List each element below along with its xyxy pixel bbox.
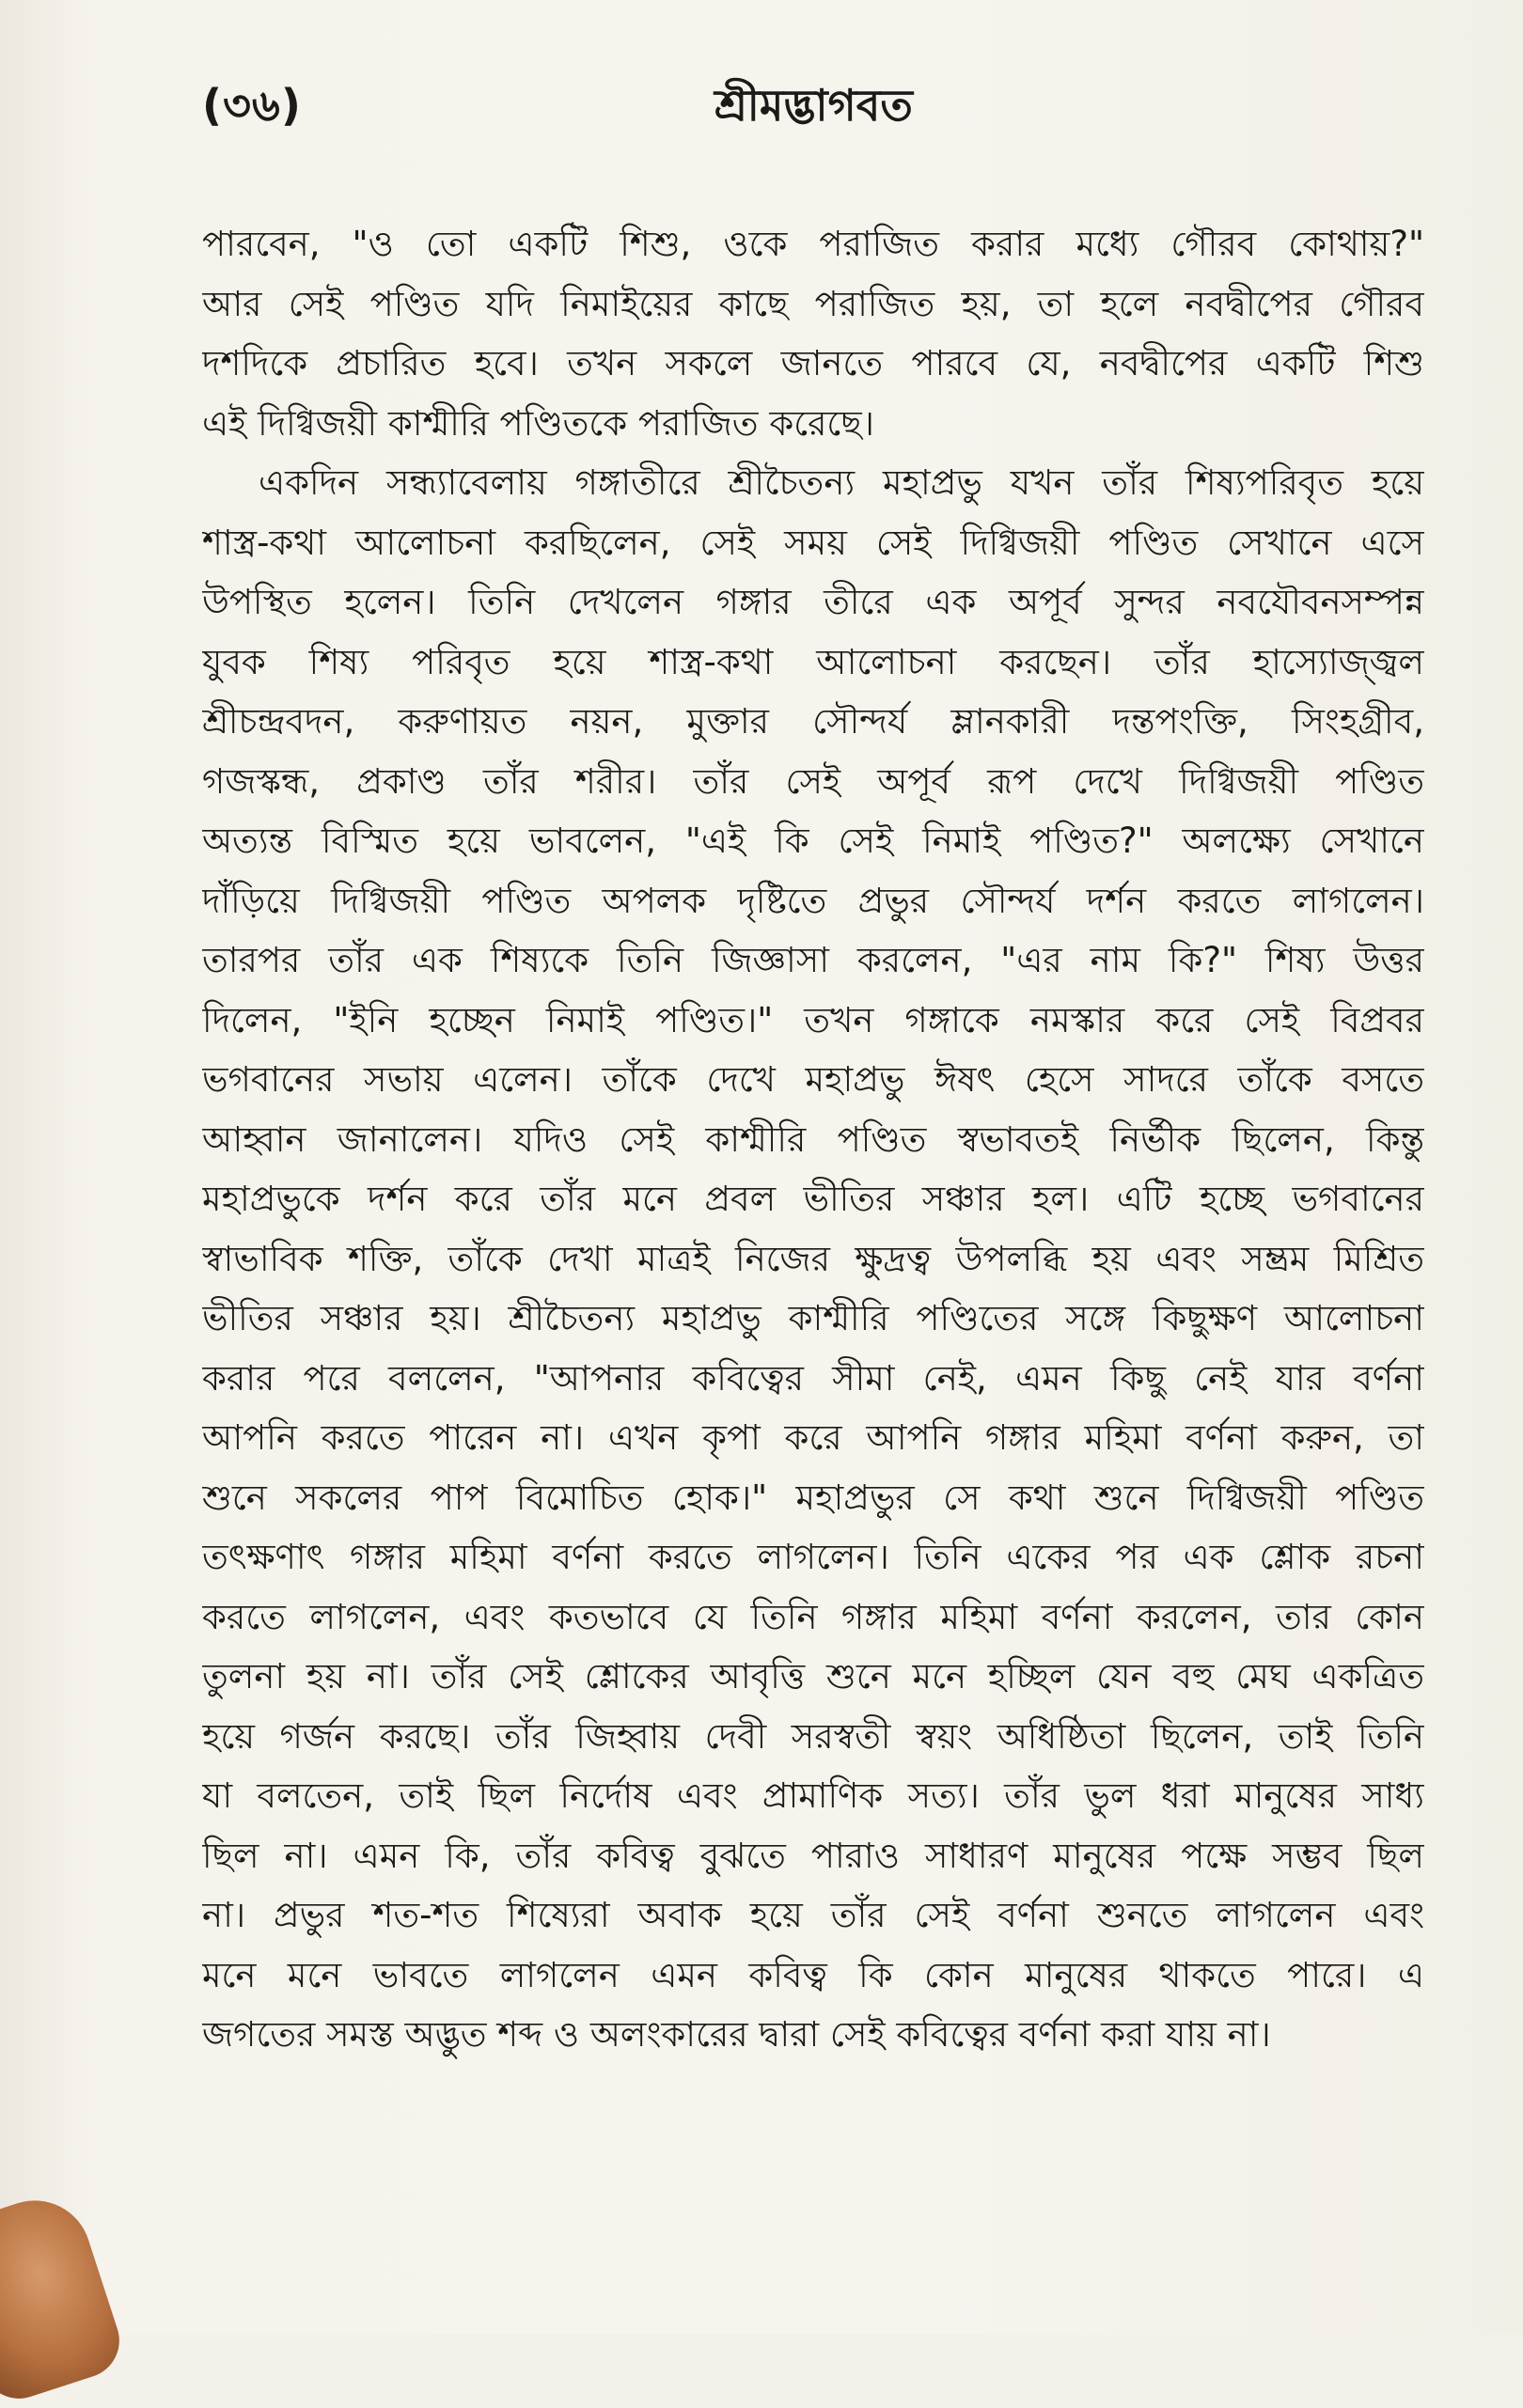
text-line: ভীতির সঞ্চার হয়। শ্রীচৈতন্য মহাপ্রভু কাশ্মীরি পণ্ডিতের সঙ্গে কিছুক্ষণ আলোচনা (202, 1298, 1424, 1338)
text-line: শাস্ত্র-কথা আলোচনা করছিলেন, সেই সময় সেই দিগ্বিজয়ী পণ্ডিত সেখানে এসে (202, 522, 1424, 563)
text-line: শ্রীচন্দ্রবদন, করুণায়ত নয়ন, মুক্তার সৌন্দর্য ম্লানকারী দন্তপংক্তি, সিংহগ্রীব, (202, 701, 1424, 742)
text-line: আর সেই পণ্ডিত যদি নিমাইয়ের কাছে পরাজিত হয়, তা হলে নবদ্বীপের গৌরব (202, 283, 1424, 324)
running-title: শ্রীমদ্ভাগবত (714, 80, 913, 131)
text-line: দিলেন, "ইনি হচ্ছেন নিমাই পণ্ডিত।" তখন গঙ্গাকে নমস্কার করে সেই বিপ্রবর (202, 999, 1424, 1040)
text-line: মহাপ্রভুকে দর্শন করে তাঁর মনে প্রবল ভীতির সঞ্চার হল। এটি হচ্ছে ভগবানের (202, 1179, 1424, 1219)
text-line: আহ্বান জানালেন। যদিও সেই কাশ্মীরি পণ্ডিত স্বভাবতই নির্ভীক ছিলেন, কিন্তু (202, 1118, 1424, 1160)
text-line: তারপর তাঁর এক শিষ্যকে তিনি জিজ্ঞাসা করলেন, "এর নাম কি?" শিষ্য উত্তর (202, 940, 1424, 980)
text-line: পারবেন, "ও তো একটি শিশু, ওকে পরাজিত করার মধ্যে গৌরব কোথায়?" (202, 224, 1424, 264)
text-line: করতে লাগলেন, এবং কতভাবে যে তিনি গঙ্গার মহিমা বর্ণনা করলেন, তার কোন (202, 1596, 1424, 1637)
text-line: হয়ে গর্জন করছে। তাঁর জিহ্বায় দেবী সরস্বতী স্বয়ং অধিষ্ঠিতা ছিলেন, তাই তিনি (202, 1715, 1424, 1757)
text-line: এই দিগ্বিজয়ী কাশ্মীরি পণ্ডিতকে পরাজিত করেছে। (202, 402, 874, 444)
text-line: ছিল না। এমন কি, তাঁর কবিত্ব বুঝতে পারাও সাধারণ মানুষের পক্ষে সম্ভব ছিল (202, 1835, 1424, 1876)
text-line: শুনে সকলের পাপ বিমোচিত হোক।" মহাপ্রভুর সে কথা শুনে দিগ্বিজয়ী পণ্ডিত (202, 1477, 1424, 1518)
text-line: ভগবানের সভায় এলেন। তাঁকে দেখে মহাপ্রভু ঈষৎ হেসে সাদরে তাঁকে বসতে (202, 1059, 1424, 1100)
text-line: জগতের সমস্ত অদ্ভুত শব্দ ও অলংকারের দ্বারা সেই কবিত্বের বর্ণনা করা যায় না। (202, 2014, 1271, 2055)
page-header (202, 66, 1424, 150)
thumb-image (0, 2186, 129, 2408)
page-number: (৩৬) (202, 80, 302, 131)
paragraph-first-line: একদিন সন্ধ্যাবেলায় গঙ্গাতীরে শ্রীচৈতন্য মহাপ্রভু যখন তাঁর শিষ্যপরিবৃত হয়ে (259, 462, 1424, 503)
text-line: না। প্রভুর শত-শত শিষ্যেরা অবাক হয়ে তাঁর সেই বর্ণনা শুনতে লাগলেন এবং (202, 1895, 1424, 1935)
text-line: মনে মনে ভাবতে লাগলেন এমন কবিত্ব কি কোন মানুষের থাকতে পারে। এ (202, 1954, 1424, 1995)
text-line: করার পরে বললেন, "আপনার কবিত্বের সীমা নেই, এমন কিছু নেই যার বর্ণনা (202, 1357, 1424, 1399)
text-line: স্বাভাবিক শক্তি, তাঁকে দেখা মাত্রই নিজের ক্ষুদ্রত্ব উপলব্ধি হয় এবং সম্ভ্রম মিশ্রিত (202, 1238, 1424, 1279)
text-line: আপনি করতে পারেন না। এখন কৃপা করে আপনি গঙ্গার মহিমা বর্ণনা করুন, তা (202, 1417, 1424, 1458)
text-line: উপস্থিত হলেন। তিনি দেখলেন গঙ্গার তীরে এক অপূর্ব সুন্দর নবযৌবনসম্পন্ন (202, 582, 1424, 622)
text-line: তুলনা হয় না। তাঁর সেই শ্লোকের আবৃত্তি শুনে মনে হচ্ছিল যেন বহু মেঘ একত্রিত (202, 1656, 1424, 1697)
text-line: অত্যন্ত বিস্মিত হয়ে ভাবলেন, "এই কি সেই নিমাই পণ্ডিত?" অলক্ষ্যে সেখানে (202, 821, 1424, 861)
text-line: যা বলতেন, তাই ছিল নির্দোষ এবং প্রামাণিক সত্য। তাঁর ভুল ধরা মানুষের সাধ্য (202, 1775, 1424, 1816)
body-text (202, 214, 1424, 2065)
text-line: যুবক শিষ্য পরিবৃত হয়ে শাস্ত্র-কথা আলোচনা করছেন। তাঁর হাস্যোজ্জ্বল (202, 641, 1424, 682)
text-line: তৎক্ষণাৎ গঙ্গার মহিমা বর্ণনা করতে লাগলেন। তিনি একের পর এক শ্লোক রচনা (202, 1537, 1424, 1577)
text-line: দাঁড়িয়ে দিগ্বিজয়ী পণ্ডিত অপলক দৃষ্টিতে প্রভুর সৌন্দর্য দর্শন করতে লাগলেন। (202, 880, 1424, 921)
text-line: দশদিকে প্রচারিত হবে। তখন সকলে জানতে পারবে যে, নবদ্বীপের একটি শিশু (202, 343, 1424, 383)
text-line: গজস্কন্ধ, প্রকাণ্ড তাঁর শরীর। তাঁর সেই অপূর্ব রূপ দেখে দিগ্বিজয়ী পণ্ডিত (202, 760, 1424, 802)
